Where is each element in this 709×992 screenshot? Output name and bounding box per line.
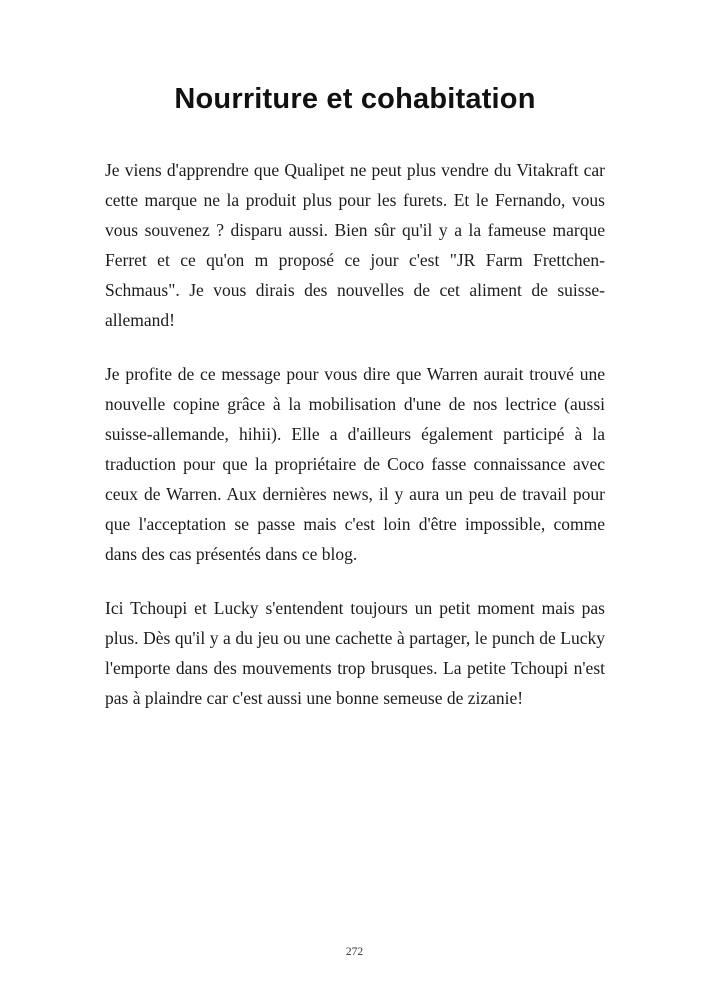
page-footer bbox=[0, 942, 709, 960]
page-number: 272 bbox=[345, 946, 364, 958]
paragraph-1: Je viens d'apprendre que Qualipet ne peut plus vendre du Vitakraft car cette marque ne la produit plus pour les furets. Et le Fernando, vous vous souvenez ? disparu aussi. Bien sûr qu'il y a la fameuse marque Ferret et ce qu'on m proposé ce jour c'est "JR Farm Frettchen-Schmaus". Je vous dirais des nouvelles de cet aliment de suisse-allemand! bbox=[105, 159, 605, 330]
paragraph-2: Je profite de ce message pour vous dire que Warren aurait trouvé une nouvelle copine grâce à la mobilisation d'une de nos lectrice (aussi suisse-allemande, hihii). Elle a d'ailleurs également participé à la traduction pour que la propriétaire de Coco fasse connaissance avec ceux de Warren. Aux dernières news, il y aura un peu de travail pour que l'acceptation se passe mais c'est loin d'être impossible, comme dans des cas présentés dans ce blog. bbox=[105, 363, 605, 564]
page-title: Nourriture et cohabitation bbox=[174, 83, 536, 115]
paragraph-3: Ici Tchoupi et Lucky s'entendent toujours un petit moment mais pas plus. Dès qu'il y a du jeu ou une cachette à partager, le punch de Lucky l'emporte dans des mouvements trop brusques. La petite Tchoupi n'est pas à plaindre car c'est aussi une bonne semeuse de zizanie! bbox=[105, 597, 605, 708]
